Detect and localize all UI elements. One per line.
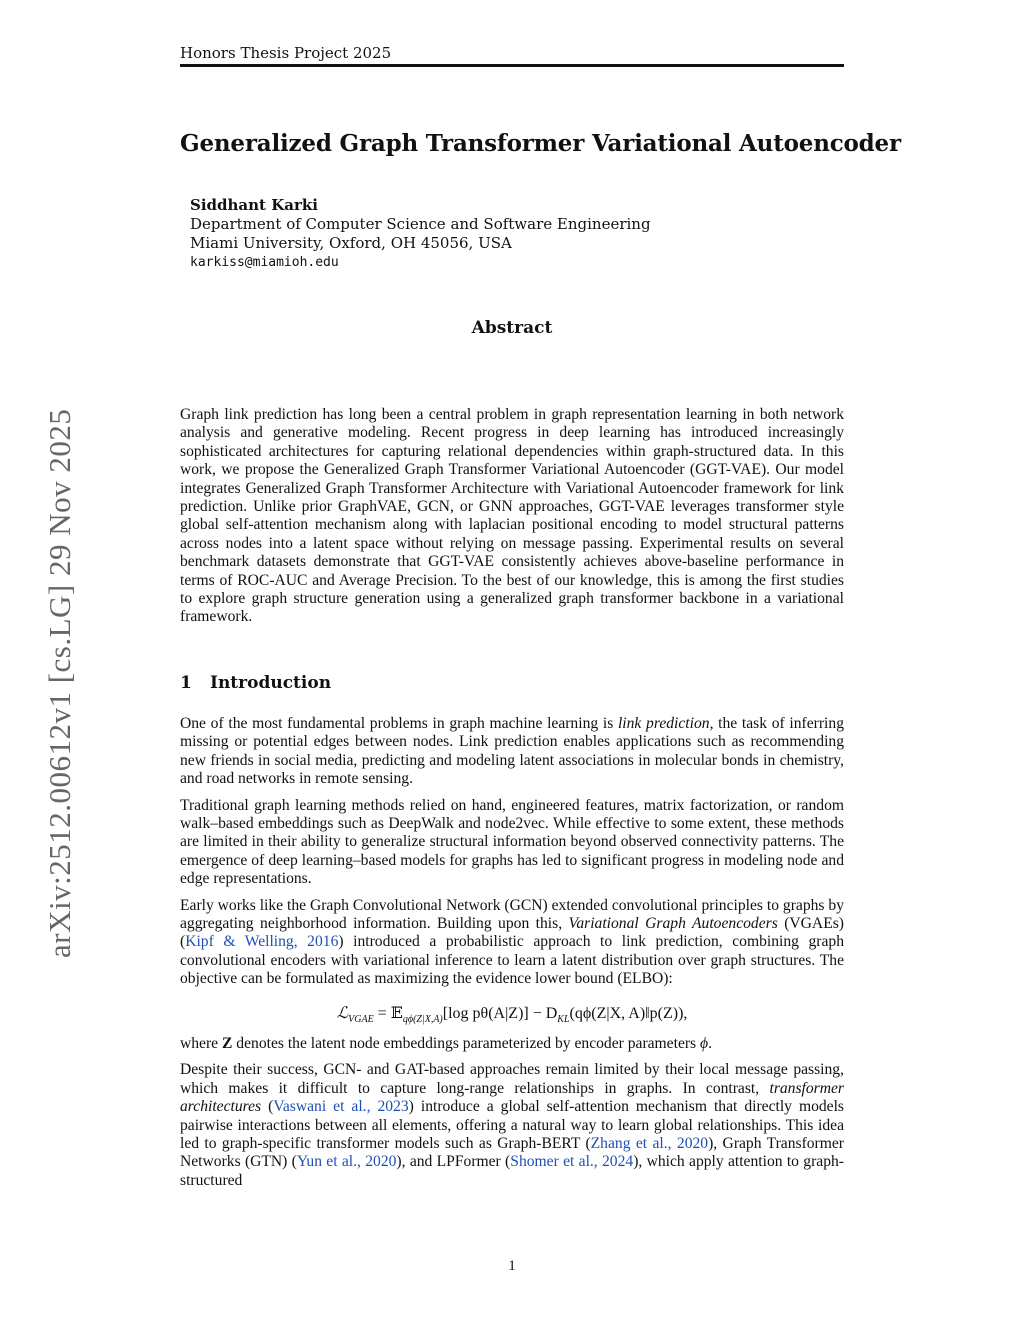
intro-paragraph-1 [180, 715, 844, 789]
p3-emphasis: Variational Graph Autoencoders [568, 915, 778, 933]
p5-text-f: ), which apply attention to graph-structured [180, 1153, 844, 1189]
p3-text-b: (VGAEs) ( [180, 915, 844, 951]
p5-text-b: ( [261, 1098, 274, 1116]
p4-phi: ϕ [700, 1034, 709, 1052]
author-department: Department of Computer Science and Software Engineering [190, 215, 651, 233]
abstract-text: Graph link prediction has long been a central problem in graph representation learning in both network analysis and generative modeling. Recent progress in deep learning has introduced increasingly sophisticated architectures for capturing relational dependencies within graph-structured data. In this work, we propose the Generalized Graph Transformer Variational Autoencoder (GGT-VAE). Our model integrates Generalized Graph Transformer Architecture with Variational Autoencoder framework for link prediction. Unlike prior GraphVAE, GCN, or GNN approaches, GGT-VAE leverages transformer style global self-attention mechanism along with laplacian positional encoding to model structural patterns across nodes into a latent space without relying on message passing. Experimental results on several benchmark datasets demonstrate that GGT-VAE consistently achieves above-baseline performance in terms of ROC-AUC and Average Precision. To the best of our knowledge, this is among the first studies to explore graph structure generation using a generalized graph transformer backbone in a variational framework. [180, 406, 844, 626]
p5-text-e: ), and LPFormer ( [396, 1153, 511, 1171]
eq-kl-subscript: KL [557, 1013, 570, 1025]
running-header: Honors Thesis Project 2025 [180, 44, 392, 62]
eq-lhs-subscript: VGAE [348, 1013, 374, 1025]
p1-text-a: One of the most fundamental problems in graph machine learning is [180, 715, 618, 732]
p5-emphasis: transformer architectures [180, 1079, 844, 1116]
eq-expectation-subscript: qϕ(Z|X,A) [402, 1013, 443, 1025]
citation-kipf-welling[interactable]: Kipf & Welling, 2016 [185, 933, 339, 951]
author-name: Siddhant Karki [190, 196, 318, 214]
intro-paragraph-5 [180, 1061, 844, 1190]
intro-paragraph-3 [180, 897, 844, 989]
p4-text-b: denotes the latent node embeddings parameterized by encoder parameters [232, 1034, 701, 1052]
p4-text-c: . [708, 1034, 713, 1052]
page-number: 1 [508, 1258, 516, 1274]
eq-kl-term: (qϕ(Z|X, A)‖p(Z)), [569, 1004, 688, 1022]
introduction-body [180, 715, 844, 1198]
section-number: 1 [180, 673, 192, 693]
section-heading [180, 673, 331, 693]
citation-zhang[interactable]: Zhang et al., 2020 [590, 1134, 709, 1152]
p1-emphasis: link prediction [617, 715, 710, 732]
p4-bold-z: Z [222, 1034, 233, 1052]
p4-text-a: where [180, 1034, 222, 1052]
intro-paragraph-2: Traditional graph learning methods relied on hand, engineered features, matrix factorization, or random walk–based embeddings such as DeepWalk and node2vec. While effective to some extent, these methods are limited in their ability to generalize structural information beyond observed connectivity patterns. The emergence of deep learning–based models for graphs has led to significant progress in modeling node and edge representations. [180, 796, 844, 888]
p5-text-a: Despite their success, GCN- and GAT-based approaches remain limited by their local message passing, which makes it difficult to capture long-range relationships in graphs. In contrast, [180, 1061, 844, 1097]
author-block [190, 196, 651, 272]
p5-text-d: ), Graph Transformer Networks (GTN) ( [180, 1134, 844, 1171]
citation-vaswani[interactable]: Vaswani et al., 2023 [273, 1098, 409, 1116]
citation-yun[interactable]: Yun et al., 2020 [296, 1153, 397, 1171]
eq-log-likelihood: [log pθ(A|Z)] − D [442, 1004, 558, 1022]
author-institution: Miami University, Oxford, OH 45056, USA [190, 234, 512, 252]
p3-text-a: Early works like the Graph Convolutional Network (GCN) extended convolutional principles to graphs by aggregating neighborhood information. Building upon this, [180, 896, 844, 933]
section-title: Introduction [210, 673, 332, 693]
arxiv-identifier-stamp: arXiv:2512.00612v1 [cs.LG] 29 Nov 2025 [42, 408, 77, 958]
elbo-equation [180, 1003, 844, 1025]
p3-text-c: ) introduced a probabilistic approach to link prediction, combining graph convolutional encoders with variational inference to learn a latent distribution over graph structures. The objective can be formulated as maximizing the evidence lower bound (ELBO): [180, 933, 844, 988]
author-email: karkiss@miamioh.edu [190, 255, 339, 270]
intro-paragraph-4 [180, 1035, 844, 1053]
p1-text-b: , the task of inferring missing or potential edges between nodes. Link prediction enables applications such as recommending new friends in social media, predicting and modeling latent associations in molecular bonds in chemistry, and road networks in remote sensing. [180, 715, 844, 788]
p5-text-c: ) introduce a global self-attention mechanism that directly models pairwise interactions between all elements, offering a natural way to learn global relationships. This idea led to graph-specific transformer models such as Graph-BERT ( [180, 1098, 845, 1152]
eq-expectation: = 𝔼 [373, 1004, 403, 1022]
eq-lhs: ℒ [336, 1004, 349, 1022]
header-rule [180, 64, 844, 67]
citation-shomer[interactable]: Shomer et al., 2024 [510, 1153, 634, 1171]
abstract-heading: Abstract [471, 318, 553, 338]
paper-title: Generalized Graph Transformer Variational Autoencoder [180, 130, 901, 157]
